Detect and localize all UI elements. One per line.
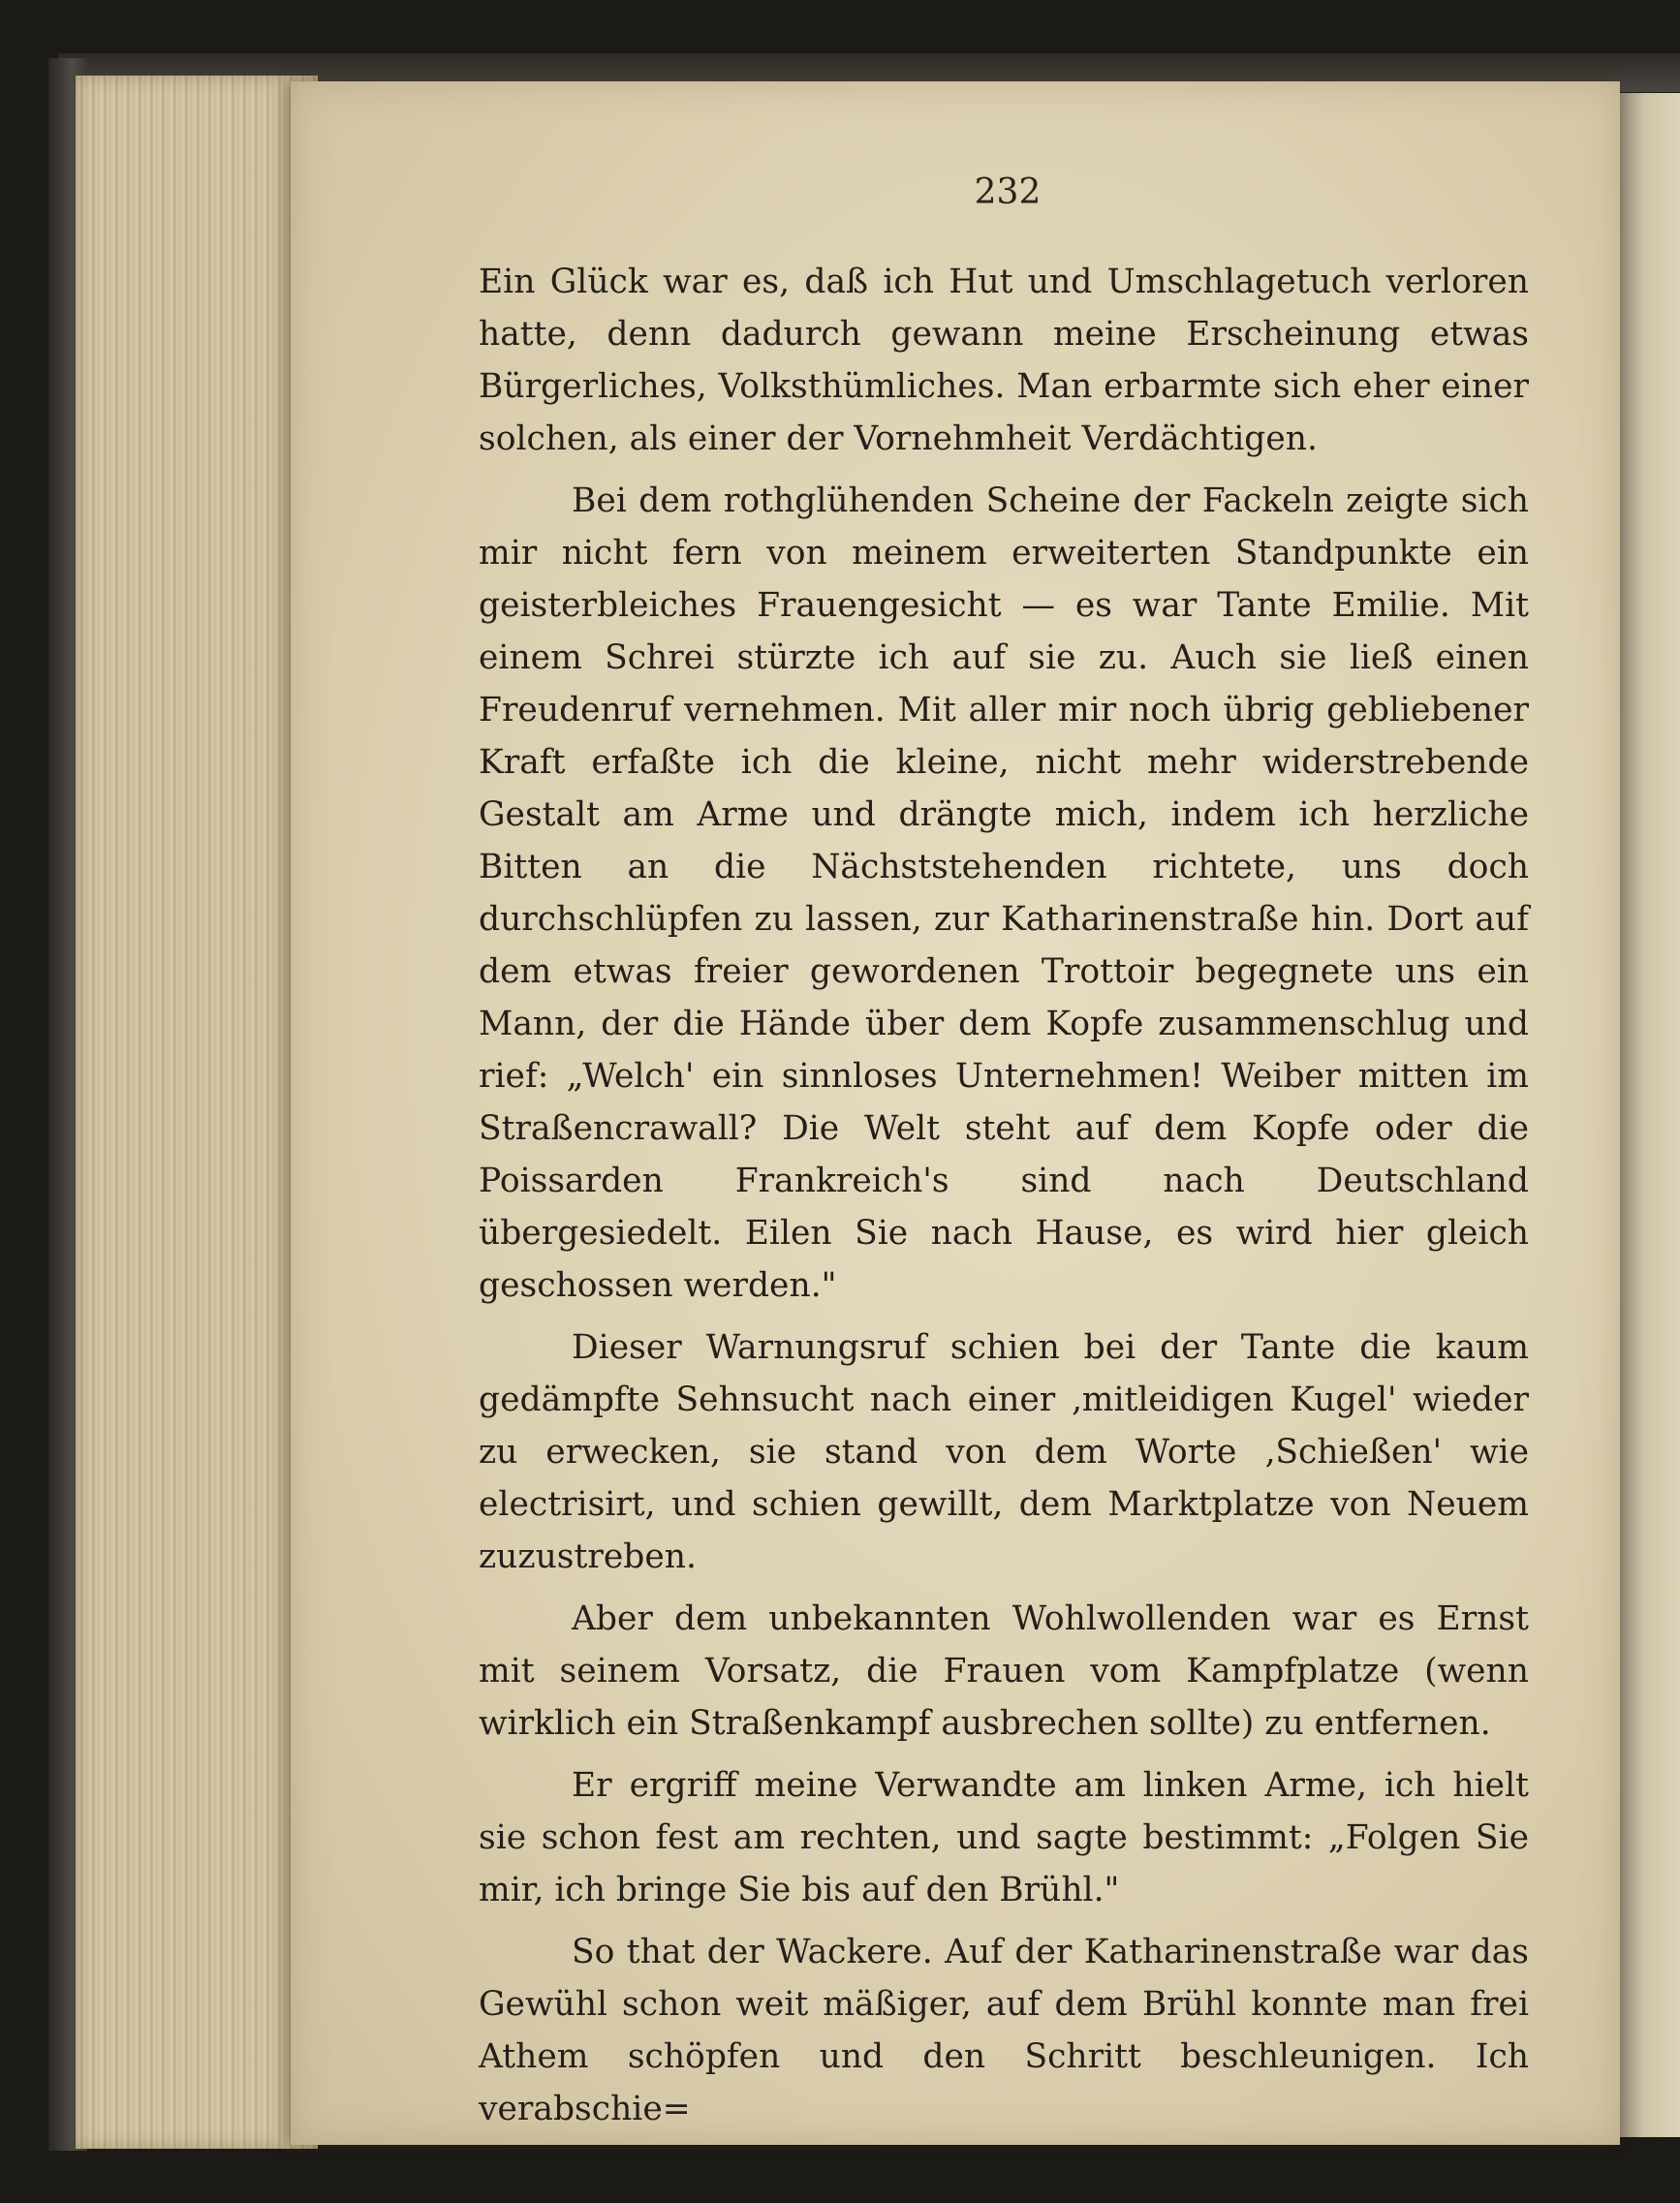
facing-page-edge: [1620, 93, 1680, 2137]
paragraph-5: Er ergriff meine Verwandte am linken Arme, ich hielt sie schon fest am rechten, und sagte bestimmt: „Folgen Sie mir, ich bringe Sie bis auf den Brühl.": [479, 1766, 1529, 1909]
paragraph-6: So that der Wackere. Auf der Katharinenstraße war das Gewühl schon weit mäßiger, auf dem Brühl konnte man frei Athem schöpfen und den Schritt beschleunigen. Ich verabschie=: [479, 1933, 1529, 2128]
page-text: [479, 256, 1529, 2145]
page-edges-stack: [76, 76, 318, 2149]
page-number: 232: [974, 172, 1042, 212]
paragraph-4: Aber dem unbekannten Wohlwollenden war es Ernst mit seinem Vorsatz, die Frauen vom Kampfplatze (wenn wirklich ein Straßenkampf ausbrechen sollte) zu entfernen.: [479, 1599, 1529, 1743]
paragraph-3: Dieser Warnungsruf schien bei der Tante die kaum gedämpfte Sehnsucht nach einer ‚mitleidigen Kugel' wieder zu erwecken, sie stand von dem Worte ‚Schießen' wie electrisirt, und schien gewillt, dem Marktplatze von Neuem zuzustreben.: [479, 1328, 1529, 1576]
paragraph-1: Ein Glück war es, daß ich Hut und Umschlagetuch verloren hatte, denn dadurch gewann meine Erscheinung etwas Bürgerliches, Volksthümliches. Man erbarmte sich eher einer solchen, als einer der Vornehmheit Verdächtigen.: [479, 263, 1529, 458]
paragraph-2: Bei dem rothglühenden Scheine der Fackeln zeigte sich mir nicht fern von meinem erweiterten Standpunkte ein geisterbleiches Frauengesicht — es war Tante Emilie. Mit einem Schrei stürzte ich auf sie zu. Auch sie ließ einen Freudenruf vernehmen. Mit aller mir noch übrig gebliebener Kraft erfaßte ich die kleine, nicht mehr widerstrebende Gestalt am Arme und drängte mich, indem ich herzliche Bitten an die Nächststehenden richtete, uns doch durchschlüpfen zu lassen, zur Katharinenstraße hin. Dort auf dem etwas freier gewordenen Trottoir begegnete uns ein Mann, der die Hände über dem Kopfe zusammenschlug und rief: „Welch' ein sinnloses Unternehmen! Weiber mitten im Straßencrawall? Die Welt steht auf dem Kopfe oder die Poissarden Frankreich's sind nach Deutschland übergesiedelt. Eilen Sie nach Hause, es wird hier gleich geschossen werden.": [479, 481, 1529, 1305]
